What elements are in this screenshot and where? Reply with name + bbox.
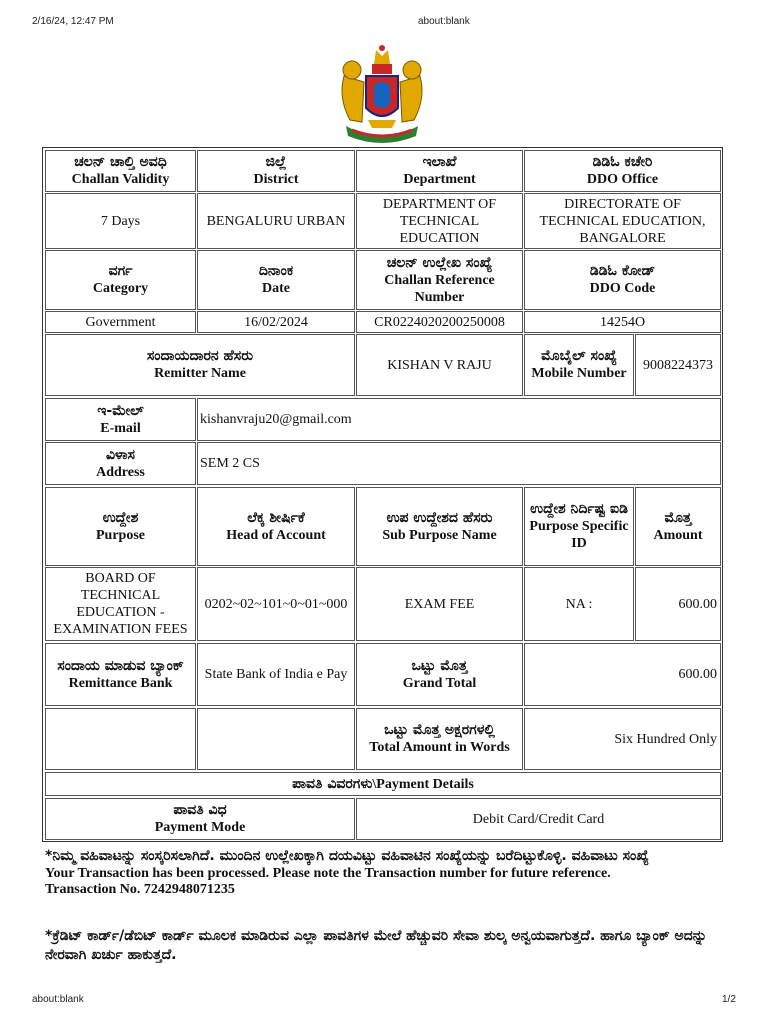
- transaction-number: Transaction No. 7242948071235: [45, 882, 235, 897]
- remittance-bank-label: ಸಂದಾಯ ಮಾಡುವ ಬ್ಯಾಂಕ್ Remittance Bank: [45, 643, 196, 706]
- challan-reference-value: CR0224020200250008: [356, 311, 523, 333]
- amount-value: 600.00: [635, 567, 721, 641]
- challan-validity-value: 7 Days: [45, 193, 196, 249]
- transaction-note-english: Your Transaction has been processed. Please note the Transaction number for future reference.: [45, 866, 611, 881]
- department-label: ಇಲಾಖೆ Department: [356, 150, 523, 192]
- service-charge-note: [45, 927, 735, 965]
- purpose-specific-id-label: ಉದ್ದೇಶ ನಿರ್ದಿಷ್ಟ ಐಡಿ Purpose Specific ID: [524, 487, 634, 566]
- date-value: 16/02/2024: [197, 311, 355, 333]
- remitter-name-label: ಸಂದಾಯದಾರನ ಹೆಸರು Remitter Name: [45, 334, 355, 396]
- email-value: kishanvraju20@gmail.com: [197, 398, 721, 441]
- address-value: SEM 2 CS: [197, 442, 721, 485]
- mobile-number-value: 9008224373: [635, 334, 721, 396]
- payment-details-heading: ಪಾವತಿ ವಿವರಗಳು \Payment Details: [45, 772, 721, 796]
- district-label: ಜಿಲ್ಲೆ District: [197, 150, 355, 192]
- head-of-account-value: 0202~02~101~0~01~000: [197, 567, 355, 641]
- empty-cell-1: [45, 708, 196, 770]
- department-value: DEPARTMENT OF TECHNICAL EDUCATION: [356, 193, 523, 249]
- mobile-number-label: ಮೊಬೈಲ್ ಸಂಖ್ಯೆ Mobile Number: [524, 334, 634, 396]
- transaction-note-kannada: *ನಿಮ್ಮ ವಹಿವಾಟನ್ನು ಸಂಸ್ಕರಿಸಲಾಗಿದೆ. ಮುಂದಿನ ಉಲ್ಲೇಖಕ್ಕಾಗಿ ದಯವಿಟ್ಟು ವಹಿವಾಟಿನ ಸಂಖ್ಯೆಯನ್ನು ಬರೆದಿಟ್ಟುಕೊಳ್ಳಿ. ವಹಿವಾಟು ಸಂಖ್ಯೆ: [45, 848, 649, 864]
- amount-label: ಮೊತ್ತ Amount: [635, 487, 721, 566]
- ddo-office-label: ಡಿಡಿಓ ಕಚೇರಿ DDO Office: [524, 150, 721, 192]
- amount-in-words-value: Six Hundred Only: [524, 708, 721, 770]
- category-label: ವರ್ಗ Category: [45, 250, 196, 310]
- challan-validity-label: ಚಲನ್ ಚಾಲ್ತಿ ಅವಧಿ Challan Validity: [45, 150, 196, 192]
- karnataka-emblem-icon: [332, 42, 432, 146]
- remitter-name-value: KISHAN V RAJU: [356, 334, 523, 396]
- purpose-specific-id-value: NA :: [524, 567, 634, 641]
- page-number: 1/2: [722, 994, 736, 1005]
- print-datetime: 2/16/24, 12:47 PM: [32, 16, 114, 27]
- category-value: Government: [45, 311, 196, 333]
- address-label: ವಿಳಾಸ Address: [45, 442, 196, 485]
- purpose-value: BOARD OF TECHNICAL EDUCATION - EXAMINATION FEES: [45, 567, 196, 641]
- print-url: about:blank: [418, 16, 470, 27]
- footer-url: about:blank: [32, 994, 84, 1005]
- sub-purpose-value: EXAM FEE: [356, 567, 523, 641]
- purpose-label: ಉದ್ದೇಶ Purpose: [45, 487, 196, 566]
- remittance-bank-value: State Bank of India e Pay: [197, 643, 355, 706]
- payment-mode-label: ಪಾವತಿ ವಿಧ Payment Mode: [45, 798, 355, 840]
- head-of-account-label: ಲೆಕ್ಕ ಶೀರ್ಷಿಕೆ Head of Account: [197, 487, 355, 566]
- payment-mode-value: Debit Card/Credit Card: [356, 798, 721, 840]
- district-value: BENGALURU URBAN: [197, 193, 355, 249]
- challan-reference-label: ಚಲನ್ ಉಲ್ಲೇಖ ಸಂಖ್ಯೆ Challan Reference Number: [356, 250, 523, 310]
- date-label: ದಿನಾಂಕ Date: [197, 250, 355, 310]
- service-charge-note-kannada: *ಕ್ರೆಡಿಟ್ ಕಾರ್ಡ್/ಡೆಬಿಟ್ ಕಾರ್ಡ್ ಮೂಲಕ ಮಾಡಿರುವ ಎಲ್ಲಾ ಪಾವತಿಗಳ ಮೇಲೆ ಹೆಚ್ಚುವರಿ ಸೇವಾ ಶುಲ್ಕ ಅನ್ವಯವಾಗುತ್ತದೆ. ಹಾಗೂ ಬ್ಯಾಂಕ್ ಅದನ್ನು ನೇರವಾಗಿ ಖರ್ಚು ಹಾಕುತ್ತದೆ.: [45, 928, 707, 963]
- ddo-code-label: ಡಿಡಿಓ ಕೋಡ್ DDO Code: [524, 250, 721, 310]
- amount-in-words-label: ಒಟ್ಟು ಮೊತ್ತ ಅಕ್ಷರಗಳಲ್ಲಿ Total Amount in Words: [356, 708, 523, 770]
- grand-total-label: ಒಟ್ಟು ಮೊತ್ತ Grand Total: [356, 643, 523, 706]
- grand-total-value: 600.00: [524, 643, 721, 706]
- ddo-office-value: DIRECTORATE OF TECHNICAL EDUCATION, BANGALORE: [524, 193, 721, 249]
- empty-cell-2: [197, 708, 355, 770]
- email-label: ಇ-ಮೇಲ್ E-mail: [45, 398, 196, 441]
- transaction-note: [45, 847, 735, 898]
- ddo-code-value: 14254O: [524, 311, 721, 333]
- sub-purpose-label: ಉಪ ಉದ್ದೇಶದ ಹೆಸರು Sub Purpose Name: [356, 487, 523, 566]
